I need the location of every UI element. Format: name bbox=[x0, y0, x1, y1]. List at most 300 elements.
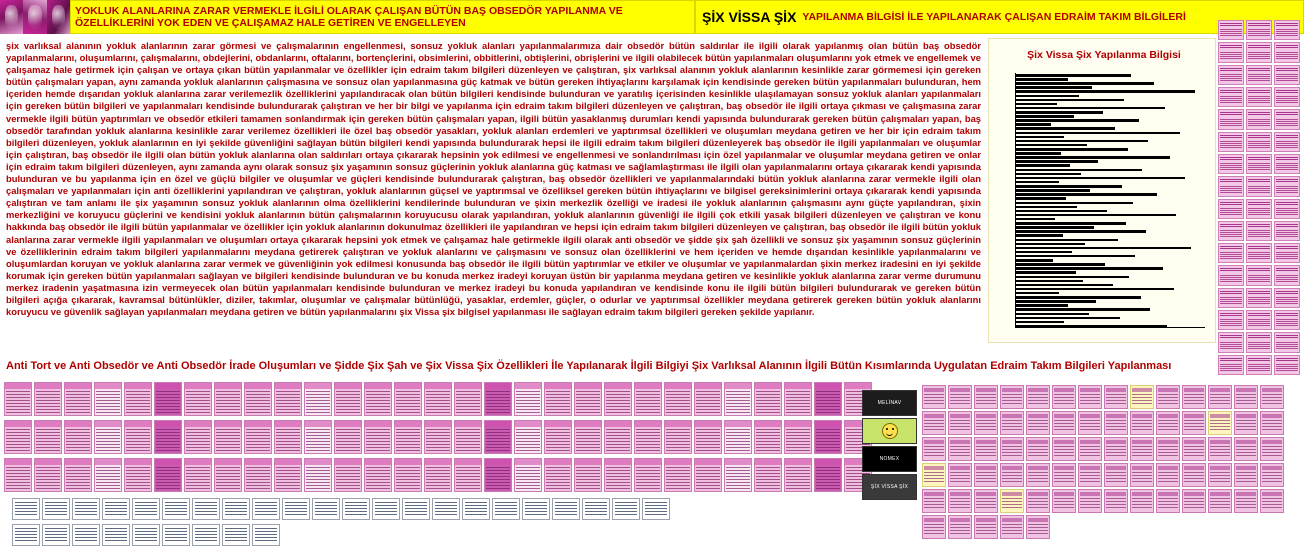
document-thumbnail[interactable] bbox=[612, 498, 640, 520]
page-thumbnail[interactable] bbox=[1078, 489, 1102, 513]
page-thumbnail[interactable] bbox=[1052, 385, 1076, 409]
document-thumbnail[interactable] bbox=[402, 498, 430, 520]
thumbnail-header bbox=[1054, 492, 1074, 496]
page-thumbnail[interactable] bbox=[1246, 199, 1272, 219]
page-thumbnail[interactable] bbox=[484, 420, 512, 454]
page-thumbnail[interactable] bbox=[1000, 385, 1024, 409]
thumbnail-lines bbox=[615, 502, 637, 517]
page-thumbnail[interactable] bbox=[1218, 310, 1244, 330]
page-thumbnail[interactable] bbox=[364, 382, 392, 416]
page-thumbnail[interactable] bbox=[814, 420, 842, 454]
page-thumbnail[interactable] bbox=[948, 489, 972, 513]
page-thumbnail[interactable] bbox=[214, 382, 242, 416]
page-thumbnail[interactable] bbox=[922, 515, 946, 539]
page-thumbnail[interactable] bbox=[64, 420, 92, 454]
page-thumbnail[interactable] bbox=[1052, 411, 1076, 435]
page-thumbnail[interactable] bbox=[1130, 489, 1154, 513]
page-thumbnail[interactable] bbox=[974, 385, 998, 409]
page-thumbnail[interactable] bbox=[244, 382, 272, 416]
page-thumbnail[interactable] bbox=[1274, 87, 1300, 107]
page-thumbnail[interactable] bbox=[948, 385, 972, 409]
document-thumbnail[interactable] bbox=[522, 498, 550, 520]
page-thumbnail[interactable] bbox=[1246, 20, 1272, 40]
page-thumbnail[interactable] bbox=[784, 382, 812, 416]
thumbnail-lines bbox=[606, 391, 630, 414]
page-thumbnail[interactable] bbox=[604, 458, 632, 492]
thumbnail-lines bbox=[186, 467, 210, 490]
page-thumbnail[interactable] bbox=[754, 420, 782, 454]
page-thumbnail[interactable] bbox=[1246, 288, 1272, 308]
page-thumbnail[interactable] bbox=[394, 420, 422, 454]
page-thumbnail[interactable] bbox=[1246, 310, 1272, 330]
page-thumbnail[interactable] bbox=[1260, 489, 1284, 513]
thumbnail-lines bbox=[636, 429, 660, 452]
page-thumbnail[interactable] bbox=[664, 420, 692, 454]
page-thumbnail[interactable] bbox=[1274, 310, 1300, 330]
page-thumbnail[interactable] bbox=[694, 382, 722, 416]
document-thumbnail[interactable] bbox=[42, 498, 70, 520]
page-thumbnail[interactable] bbox=[4, 458, 32, 492]
texts-card[interactable] bbox=[862, 474, 917, 500]
thumbnail-header bbox=[35, 383, 61, 389]
page-thumbnail[interactable] bbox=[274, 420, 302, 454]
page-thumbnail[interactable] bbox=[34, 420, 62, 454]
page-thumbnail[interactable] bbox=[4, 382, 32, 416]
page-thumbnail[interactable] bbox=[1078, 463, 1102, 487]
page-thumbnail[interactable] bbox=[1274, 176, 1300, 196]
thumbnail-lines bbox=[246, 429, 270, 452]
page-thumbnail[interactable] bbox=[724, 420, 752, 454]
document-thumbnail[interactable] bbox=[552, 498, 580, 520]
page-thumbnail[interactable] bbox=[454, 382, 482, 416]
chart-bar bbox=[1016, 210, 1107, 213]
page-thumbnail[interactable] bbox=[1218, 332, 1244, 352]
page-thumbnail[interactable] bbox=[1182, 489, 1206, 513]
thumbnail-lines bbox=[45, 528, 67, 543]
page-thumbnail[interactable] bbox=[1052, 437, 1076, 461]
right-thumbnail-strip[interactable] bbox=[1218, 20, 1302, 375]
page-thumbnail[interactable] bbox=[974, 515, 998, 539]
page-thumbnail[interactable] bbox=[1274, 355, 1300, 375]
thumbnail-header bbox=[695, 421, 721, 427]
page-thumbnail[interactable] bbox=[1182, 411, 1206, 435]
page-thumbnail[interactable] bbox=[184, 382, 212, 416]
document-thumbnail[interactable] bbox=[72, 524, 100, 546]
page-thumbnail[interactable] bbox=[754, 382, 782, 416]
page-thumbnail[interactable] bbox=[514, 458, 542, 492]
nomex-card[interactable] bbox=[862, 446, 917, 472]
melinav-card[interactable] bbox=[862, 390, 917, 416]
page-thumbnail[interactable] bbox=[394, 382, 422, 416]
page-thumbnail[interactable] bbox=[1274, 65, 1300, 85]
document-thumbnail[interactable] bbox=[312, 498, 340, 520]
page-thumbnail[interactable] bbox=[1000, 463, 1024, 487]
page-thumbnail[interactable] bbox=[4, 420, 32, 454]
document-thumbnail[interactable] bbox=[432, 498, 460, 520]
page-thumbnail[interactable] bbox=[604, 420, 632, 454]
page-thumbnail[interactable] bbox=[124, 420, 152, 454]
page-thumbnail[interactable] bbox=[574, 420, 602, 454]
thumbnail-lines bbox=[1236, 420, 1256, 432]
page-thumbnail[interactable] bbox=[1130, 411, 1154, 435]
page-thumbnail[interactable] bbox=[1208, 411, 1232, 435]
page-thumbnail[interactable] bbox=[1260, 411, 1284, 435]
page-thumbnail[interactable] bbox=[124, 382, 152, 416]
page-thumbnail[interactable] bbox=[304, 382, 332, 416]
thumbnail-lines bbox=[555, 502, 577, 517]
document-thumbnail[interactable] bbox=[462, 498, 490, 520]
page-thumbnail[interactable] bbox=[1246, 265, 1272, 285]
page-thumbnail[interactable] bbox=[34, 458, 62, 492]
thumbnail-header bbox=[275, 459, 301, 465]
page-thumbnail[interactable] bbox=[424, 382, 452, 416]
page-thumbnail[interactable] bbox=[1218, 132, 1244, 152]
page-thumbnail[interactable] bbox=[1218, 265, 1244, 285]
thumbnail-lines bbox=[126, 467, 150, 490]
page-thumbnail[interactable] bbox=[1274, 221, 1300, 241]
page-thumbnail[interactable] bbox=[244, 420, 272, 454]
bottom-right-thumbnail-grid[interactable] bbox=[922, 385, 1302, 543]
document-thumbnail[interactable] bbox=[192, 524, 220, 546]
page-thumbnail[interactable] bbox=[974, 463, 998, 487]
page-thumbnail[interactable] bbox=[1246, 154, 1272, 174]
page-thumbnail[interactable] bbox=[1246, 221, 1272, 241]
document-thumbnail[interactable] bbox=[252, 524, 280, 546]
page-thumbnail[interactable] bbox=[94, 420, 122, 454]
document-thumbnail[interactable] bbox=[12, 524, 40, 546]
thumbnail-header bbox=[924, 440, 944, 444]
page-thumbnail[interactable] bbox=[1274, 243, 1300, 263]
page-thumbnail[interactable] bbox=[1078, 437, 1102, 461]
page-thumbnail[interactable] bbox=[664, 382, 692, 416]
page-thumbnail[interactable] bbox=[1156, 385, 1180, 409]
document-thumbnail[interactable] bbox=[42, 524, 70, 546]
page-thumbnail[interactable] bbox=[814, 382, 842, 416]
page-thumbnail[interactable] bbox=[1274, 199, 1300, 219]
thumbnail-lines bbox=[1028, 394, 1048, 406]
thumbnail-lines bbox=[306, 467, 330, 490]
page-thumbnail[interactable] bbox=[974, 437, 998, 461]
page-thumbnail[interactable] bbox=[484, 382, 512, 416]
document-thumbnail[interactable] bbox=[12, 498, 40, 520]
page-thumbnail[interactable] bbox=[1274, 154, 1300, 174]
smiley-card[interactable] bbox=[862, 418, 917, 444]
page-thumbnail[interactable] bbox=[784, 420, 812, 454]
thumbnail-lines bbox=[135, 502, 157, 517]
document-thumbnail[interactable] bbox=[282, 498, 310, 520]
thumbnail-header bbox=[1028, 414, 1048, 418]
thumbnail-lines bbox=[1236, 446, 1256, 458]
page-thumbnail[interactable] bbox=[922, 385, 946, 409]
thumbnail-header bbox=[1184, 466, 1204, 470]
page-thumbnail[interactable] bbox=[1260, 385, 1284, 409]
document-thumbnail[interactable] bbox=[582, 498, 610, 520]
page-thumbnail[interactable] bbox=[394, 458, 422, 492]
thumbnail-lines bbox=[486, 391, 510, 414]
page-thumbnail[interactable] bbox=[1078, 411, 1102, 435]
thumbnail-header bbox=[185, 459, 211, 465]
page-thumbnail[interactable] bbox=[1026, 463, 1050, 487]
thumbnail-lines bbox=[66, 429, 90, 452]
page-thumbnail[interactable] bbox=[1052, 463, 1076, 487]
page-thumbnail[interactable] bbox=[1026, 437, 1050, 461]
thumbnail-header bbox=[395, 421, 421, 427]
page-thumbnail[interactable] bbox=[1000, 437, 1024, 461]
page-thumbnail[interactable] bbox=[1104, 411, 1128, 435]
page-thumbnail[interactable] bbox=[1246, 243, 1272, 263]
thumbnail-header bbox=[950, 414, 970, 418]
thumbnail-lines bbox=[816, 391, 840, 414]
page-thumbnail[interactable] bbox=[1246, 332, 1272, 352]
page-thumbnail[interactable] bbox=[1208, 385, 1232, 409]
page-thumbnail[interactable] bbox=[922, 463, 946, 487]
thumbnail-header bbox=[215, 459, 241, 465]
page-thumbnail[interactable] bbox=[1130, 385, 1154, 409]
page-thumbnail[interactable] bbox=[214, 420, 242, 454]
page-thumbnail[interactable] bbox=[634, 382, 662, 416]
page-thumbnail[interactable] bbox=[1104, 385, 1128, 409]
page-thumbnail[interactable] bbox=[1218, 87, 1244, 107]
page-thumbnail[interactable] bbox=[1274, 265, 1300, 285]
page-thumbnail[interactable] bbox=[124, 458, 152, 492]
page-thumbnail[interactable] bbox=[1208, 489, 1232, 513]
page-thumbnail[interactable] bbox=[922, 411, 946, 435]
page-thumbnail[interactable] bbox=[544, 458, 572, 492]
page-thumbnail[interactable] bbox=[184, 458, 212, 492]
page-thumbnail[interactable] bbox=[1078, 385, 1102, 409]
page-thumbnail[interactable] bbox=[484, 458, 512, 492]
page-thumbnail[interactable] bbox=[1234, 385, 1258, 409]
thumbnail-header bbox=[515, 383, 541, 389]
thumbnail-header bbox=[695, 383, 721, 389]
page-thumbnail[interactable] bbox=[1234, 489, 1258, 513]
page-thumbnail[interactable] bbox=[664, 458, 692, 492]
page-thumbnail[interactable] bbox=[1274, 109, 1300, 129]
page-thumbnail[interactable] bbox=[1130, 463, 1154, 487]
page-thumbnail[interactable] bbox=[922, 437, 946, 461]
page-thumbnail[interactable] bbox=[1274, 42, 1300, 62]
page-thumbnail[interactable] bbox=[1218, 288, 1244, 308]
page-thumbnail[interactable] bbox=[1000, 411, 1024, 435]
page-thumbnail[interactable] bbox=[1104, 489, 1128, 513]
page-thumbnail[interactable] bbox=[544, 420, 572, 454]
thumbnail-lines bbox=[696, 429, 720, 452]
page-thumbnail[interactable] bbox=[1156, 411, 1180, 435]
page-thumbnail[interactable] bbox=[424, 458, 452, 492]
page-thumbnail[interactable] bbox=[1218, 42, 1244, 62]
page-thumbnail[interactable] bbox=[1218, 65, 1244, 85]
page-thumbnail[interactable] bbox=[1260, 437, 1284, 461]
page-thumbnail[interactable] bbox=[1246, 42, 1272, 62]
page-thumbnail[interactable] bbox=[1218, 20, 1244, 40]
page-thumbnail[interactable] bbox=[694, 420, 722, 454]
page-thumbnail[interactable] bbox=[154, 420, 182, 454]
page-thumbnail[interactable] bbox=[1156, 437, 1180, 461]
document-thumbnail[interactable] bbox=[342, 498, 370, 520]
page-thumbnail[interactable] bbox=[1218, 355, 1244, 375]
page-thumbnail[interactable] bbox=[1260, 463, 1284, 487]
page-thumbnail[interactable] bbox=[1156, 489, 1180, 513]
thumbnail-header bbox=[305, 383, 331, 389]
page-thumbnail[interactable] bbox=[154, 458, 182, 492]
chart-bar bbox=[1016, 267, 1163, 270]
page-thumbnail[interactable] bbox=[1052, 489, 1076, 513]
thumbnail-lines bbox=[156, 391, 180, 414]
page-thumbnail[interactable] bbox=[634, 420, 662, 454]
page-thumbnail[interactable] bbox=[334, 382, 362, 416]
chart-bar bbox=[1016, 197, 1066, 200]
thumbnail-lines bbox=[165, 502, 187, 517]
special-card-cluster[interactable] bbox=[862, 390, 917, 505]
page-thumbnail[interactable] bbox=[304, 420, 332, 454]
page-thumbnail[interactable] bbox=[1218, 176, 1244, 196]
page-thumbnail[interactable] bbox=[1000, 515, 1024, 539]
page-thumbnail[interactable] bbox=[1104, 463, 1128, 487]
chart-bar bbox=[1016, 226, 1094, 229]
page-thumbnail[interactable] bbox=[724, 458, 752, 492]
document-thumbnail[interactable] bbox=[132, 498, 160, 520]
page-thumbnail[interactable] bbox=[574, 458, 602, 492]
page-thumbnail[interactable] bbox=[948, 411, 972, 435]
page-thumbnail[interactable] bbox=[1246, 355, 1272, 375]
thumbnail-lines bbox=[225, 528, 247, 543]
page-thumbnail[interactable] bbox=[974, 411, 998, 435]
thumbnail-lines bbox=[6, 467, 30, 490]
page-thumbnail[interactable] bbox=[1234, 437, 1258, 461]
page-thumbnail[interactable] bbox=[574, 382, 602, 416]
page-thumbnail[interactable] bbox=[544, 382, 572, 416]
page-thumbnail[interactable] bbox=[304, 458, 332, 492]
page-thumbnail[interactable] bbox=[1026, 515, 1050, 539]
page-thumbnail[interactable] bbox=[1182, 437, 1206, 461]
page-thumbnail[interactable] bbox=[604, 382, 632, 416]
page-thumbnail[interactable] bbox=[1218, 154, 1244, 174]
page-thumbnail[interactable] bbox=[334, 420, 362, 454]
document-thumbnail[interactable] bbox=[102, 524, 130, 546]
thumbnail-header bbox=[1158, 492, 1178, 496]
page-thumbnail[interactable] bbox=[1026, 411, 1050, 435]
page-thumbnail[interactable] bbox=[1208, 437, 1232, 461]
thumbnail-lines bbox=[246, 391, 270, 414]
page-thumbnail[interactable] bbox=[754, 458, 782, 492]
bottom-thumbnail-band[interactable] bbox=[4, 382, 904, 542]
page-thumbnail[interactable] bbox=[1246, 87, 1272, 107]
page-thumbnail[interactable] bbox=[244, 458, 272, 492]
thumbnail-lines bbox=[186, 391, 210, 414]
page-thumbnail[interactable] bbox=[1218, 221, 1244, 241]
page-thumbnail[interactable] bbox=[64, 458, 92, 492]
page-thumbnail[interactable] bbox=[64, 382, 92, 416]
thumbnail-header bbox=[1080, 492, 1100, 496]
page-thumbnail[interactable] bbox=[1104, 437, 1128, 461]
page-thumbnail[interactable] bbox=[184, 420, 212, 454]
page-thumbnail[interactable] bbox=[694, 458, 722, 492]
document-thumbnail[interactable] bbox=[252, 498, 280, 520]
page-thumbnail[interactable] bbox=[214, 458, 242, 492]
page-thumbnail[interactable] bbox=[154, 382, 182, 416]
page-thumbnail[interactable] bbox=[1246, 132, 1272, 152]
page-thumbnail[interactable] bbox=[1246, 176, 1272, 196]
document-thumbnail[interactable] bbox=[162, 498, 190, 520]
thumbnail-header bbox=[665, 383, 691, 389]
document-thumbnail[interactable] bbox=[492, 498, 520, 520]
thumbnail-lines bbox=[976, 524, 996, 536]
page-thumbnail[interactable] bbox=[274, 382, 302, 416]
thumbnail-header bbox=[125, 421, 151, 427]
thumbnail-lines bbox=[666, 391, 690, 414]
page-thumbnail[interactable] bbox=[1218, 199, 1244, 219]
chart-bar bbox=[1016, 90, 1195, 93]
page-thumbnail[interactable] bbox=[94, 382, 122, 416]
thumbnail-lines bbox=[1210, 498, 1230, 510]
page-thumbnail[interactable] bbox=[94, 458, 122, 492]
page-thumbnail[interactable] bbox=[922, 489, 946, 513]
page-thumbnail[interactable] bbox=[1182, 385, 1206, 409]
page-thumbnail[interactable] bbox=[1234, 411, 1258, 435]
page-thumbnail[interactable] bbox=[814, 458, 842, 492]
page-thumbnail[interactable] bbox=[1026, 489, 1050, 513]
page-thumbnail[interactable] bbox=[1218, 243, 1244, 263]
document-thumbnail[interactable] bbox=[222, 498, 250, 520]
page-thumbnail[interactable] bbox=[1246, 109, 1272, 129]
page-thumbnail[interactable] bbox=[1130, 437, 1154, 461]
page-thumbnail[interactable] bbox=[784, 458, 812, 492]
thumbnail-header bbox=[976, 414, 996, 418]
page-thumbnail[interactable] bbox=[948, 437, 972, 461]
page-thumbnail[interactable] bbox=[1218, 109, 1244, 129]
page-thumbnail[interactable] bbox=[1274, 332, 1300, 352]
page-thumbnail[interactable] bbox=[724, 382, 752, 416]
chart-bar bbox=[1016, 247, 1191, 250]
document-thumbnail[interactable] bbox=[192, 498, 220, 520]
document-thumbnail[interactable] bbox=[642, 498, 670, 520]
chart-bar bbox=[1016, 95, 1079, 98]
page-thumbnail[interactable] bbox=[514, 382, 542, 416]
page-thumbnail[interactable] bbox=[974, 489, 998, 513]
page-thumbnail[interactable] bbox=[424, 420, 452, 454]
page-thumbnail[interactable] bbox=[1000, 489, 1024, 513]
page-thumbnail[interactable] bbox=[1156, 463, 1180, 487]
page-thumbnail[interactable] bbox=[454, 458, 482, 492]
document-thumbnail[interactable] bbox=[72, 498, 100, 520]
page-thumbnail[interactable] bbox=[1234, 463, 1258, 487]
page-thumbnail[interactable] bbox=[514, 420, 542, 454]
page-thumbnail[interactable] bbox=[1182, 463, 1206, 487]
document-thumbnail[interactable] bbox=[162, 524, 190, 546]
page-thumbnail[interactable] bbox=[1246, 65, 1272, 85]
thumbnail-header bbox=[725, 383, 751, 389]
page-thumbnail[interactable] bbox=[1274, 132, 1300, 152]
page-thumbnail[interactable] bbox=[34, 382, 62, 416]
document-thumbnail[interactable] bbox=[372, 498, 400, 520]
page-thumbnail[interactable] bbox=[1208, 463, 1232, 487]
page-thumbnail[interactable] bbox=[948, 515, 972, 539]
document-thumbnail[interactable] bbox=[222, 524, 250, 546]
page-thumbnail[interactable] bbox=[364, 420, 392, 454]
document-thumbnail[interactable] bbox=[102, 498, 130, 520]
page-thumbnail[interactable] bbox=[454, 420, 482, 454]
thumbnail-lines bbox=[924, 524, 944, 536]
page-thumbnail[interactable] bbox=[1026, 385, 1050, 409]
page-thumbnail[interactable] bbox=[1274, 20, 1300, 40]
document-thumbnail[interactable] bbox=[132, 524, 160, 546]
page-thumbnail[interactable] bbox=[948, 463, 972, 487]
page-thumbnail[interactable] bbox=[634, 458, 662, 492]
page-thumbnail[interactable] bbox=[274, 458, 302, 492]
page-thumbnail[interactable] bbox=[1274, 288, 1300, 308]
page-thumbnail[interactable] bbox=[334, 458, 362, 492]
page-thumbnail[interactable] bbox=[364, 458, 392, 492]
